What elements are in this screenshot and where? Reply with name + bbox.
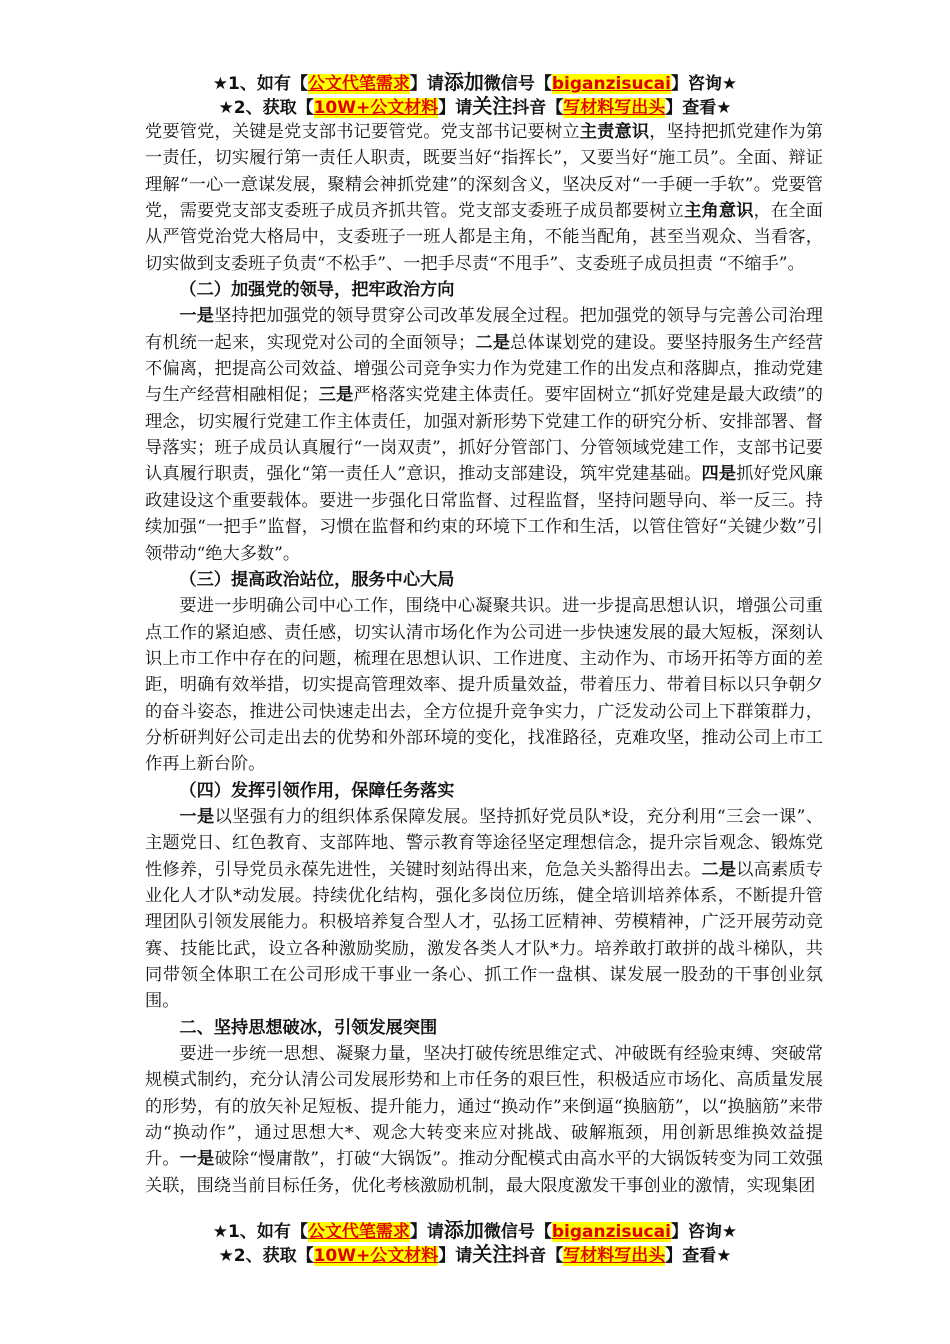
top-banner-line-2: ★2、获取【10W+公文材料】请关注抖音【写材料写出头】查看★ (218, 94, 732, 118)
chapter-heading-2: 二、坚持思想破冰，引领发展突围 (179, 1017, 438, 1038)
bottom-banner-line-1: ★1、如有【公文代笔需求】请添加微信号【biganzisucai】咨询★ (212, 1218, 738, 1242)
section-heading-4: （四）发挥引领作用，保障任务落实 (179, 780, 455, 801)
paragraph-2: 一是坚持把加强党的领导贯穿公司改革发展全过程。把加强党的领导与完善公司治理有机统一起来，实现党对公司的全面领导；二是总体谋划党的建设。要坚持服务生产经营不偏离，把提高公司效益、增强公司竞争实力作为党建工作的出发点和落脚点，推动党建与生产经营相融相促；三是严格落实党建主体责任。要牢固树立“抓好党建是最大政绩”的理念，切实履行党建工作主体责任，加强对新形势下党建工作的研究分析、安排部署、督导落实；班子成员认真履行“一岗双责”，抓好分管部门、分管领域党建工作，支部书记要认真履行职责，强化“第一责任人”意识，推动支部建设，筑牢党建基础。四是抓好党风廉政建设这个重要载体。要进一步强化日常监督、过程监督，坚持问题导向、举一反三。持续加强“一把手”监督，习惯在监督和约束的环境下工作和生活，以管住管好“关键少数”引领带动“绝大多数”。 (145, 306, 823, 564)
paragraph-5: 要进一步统一思想、凝聚力量，坚决打破传统思维定式、冲破既有经验束缚、突破常规模式制约，充分认清公司发展形势和上市任务的艰巨性，积极适应市场化、高质量发展的形势，有的放矢补足短板、提升能力，通过“换动作”来倒逼“换脑筋”，以“换脑筋”来带动“换动作”，通过思想大*、观念大转变来应对挑战、破解瓶颈，用创新思维换效益提升。一是破除“慢庸散”，打破“大锅饭”。推动分配模式由高水平的大锅饭转变为同工效强关联，围绕当前目标任务，优化考核激励机制，最大限度激发干事创业的激情，实现集团 (145, 1044, 823, 1196)
highlight-materials: 10W+公文材料 (313, 98, 439, 118)
highlight-douyin: 写材料写出头 (563, 98, 666, 118)
highlight-wechat-id: biganzisucai (551, 74, 671, 94)
bottom-banner-line-2: ★2、获取【10W+公文材料】请关注抖音【写材料写出头】查看★ (218, 1242, 732, 1266)
section-heading-2: （二）加强党的领导，把牢政治方向 (179, 280, 455, 301)
highlight-ghostwriting: 公文代笔需求 (307, 74, 410, 94)
paragraph-1: 党要管党，关键是党支部书记要管党。党支部书记要树立主责意识，坚持把抓党建作为第一责任，切实履行第一责任人职责，既要当好“指挥长”，又要当好“施工员”。全面、辩证理解“一心一意谋发展，聚精会神抓党建”的深刻含义，坚决反对“一手硬一手软”。党要管党，需要党支部支委班子成员齐抓共管。党支部支委班子成员都要树立主角意识，在全面从严管党治党大格局中，支委班子一班人都是主角，不能当配角，甚至当观众、当看客，切实做到支委班子负责“不松手”、一把手尽责“不甩手”、支委班子成员担责 “不缩手”。 (145, 122, 823, 274)
paragraph-3: 要进一步明确公司中心工作，围绕中心凝聚共识。进一步提高思想认识，增强公司重点工作的紧迫感、责任感，切实认清市场化作为公司进一步快速发展的最大短板，深刻认识上市工作中存在的问题，梳理在思想认识、工作进度、主动作为、市场开拓等方面的差距，明确有效举措，切实提高管理效率、提升质量效益，带着压力、带着目标以只争朝夕的奋斗姿态，推进公司快速走出去，全方位提升竞争实力，广泛发动公司上下群策群力，分析研判好公司走出去的优势和外部环境的变化，找准路径，克难攻坚，推动公司上市工作再上新台阶。 (145, 596, 823, 775)
top-banner-line-1: ★1、如有【公文代笔需求】请添加微信号【biganzisucai】咨询★ (212, 70, 738, 94)
paragraph-4: 一是以坚强有力的组织体系保障发展。坚持抓好党员队*设，充分利用“三会一课”、主题党日、红色教育、支部阵地、警示教育等途径坚定理想信念，提升宗旨观念、锻炼党性修养，引导党员永葆先进性，关键时刻站得出来，危急关头豁得出去。二是以高素质专业化人才队*动发展。持续优化结构，强化多岗位历练，健全培训培养体系，不断提升管理团队引领发展能力。积极培养复合型人才，弘扬工匠精神、劳模精神，广泛开展劳动竞赛、技能比武，设立各种激励奖励，激发各类人才队*力。培养敢打敢拼的战斗梯队，共同带领全体职工在公司形成干事业一条心、抓工作一盘棋、谋发展一股劲的干事创业氛围。 (145, 806, 823, 1012)
document-body (145, 119, 823, 1199)
section-heading-3: （三）提高政治站位，服务中心大局 (179, 569, 455, 590)
